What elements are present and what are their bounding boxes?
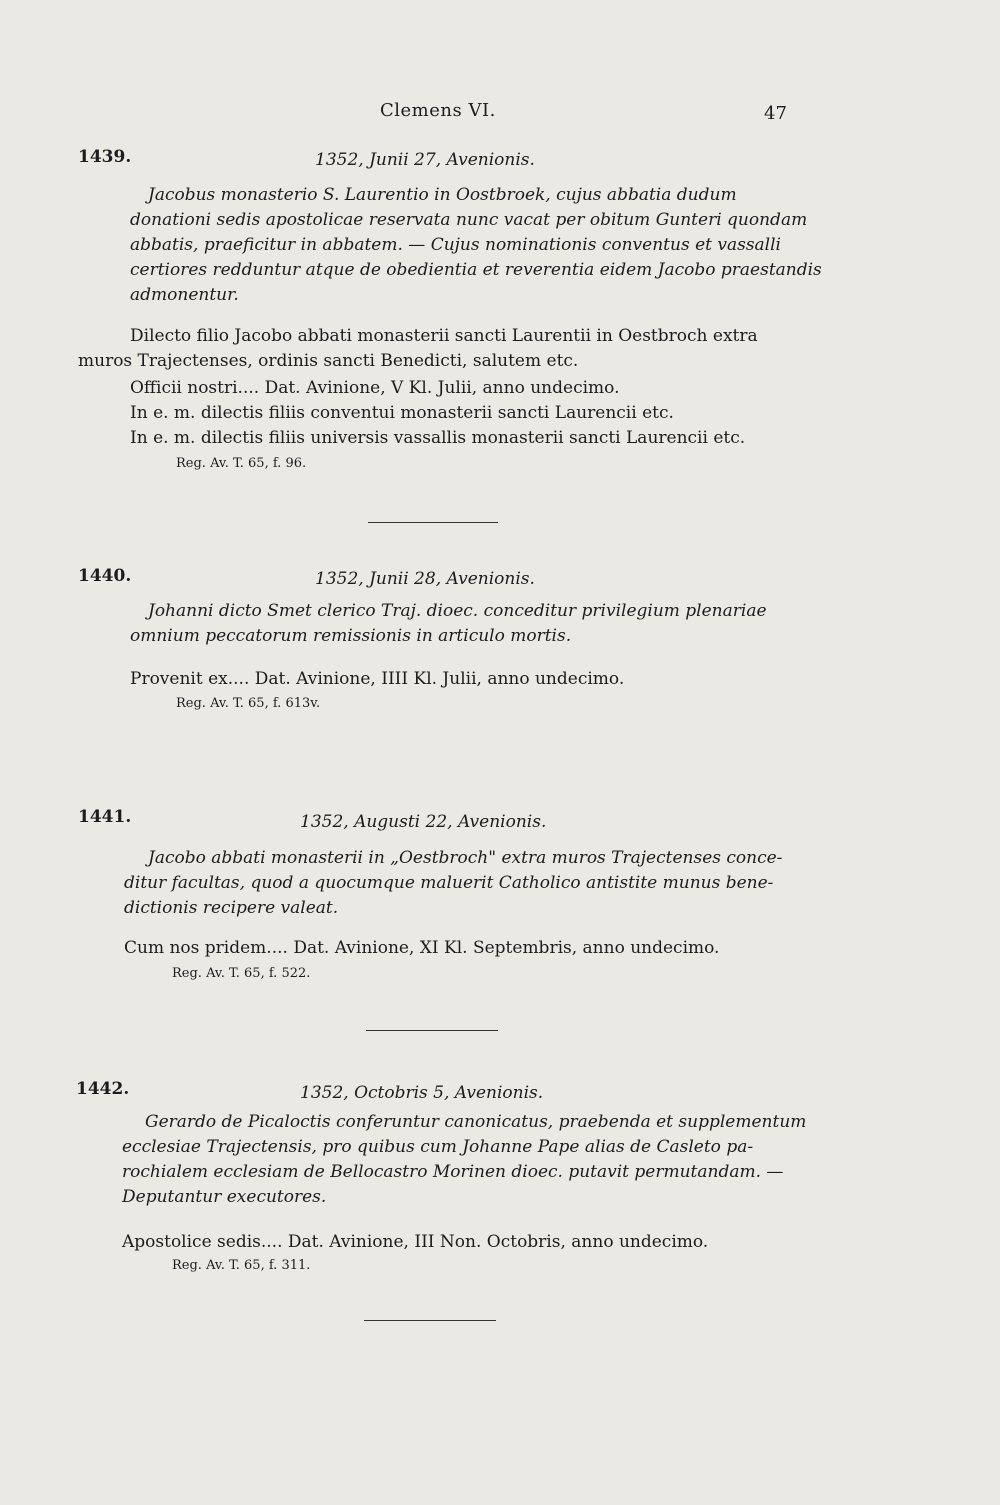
summary-line: certiores redduntur atque de obedientia et reverentia eidem Jacobo praestandis	[130, 260, 822, 280]
entry-date: 1352, Junii 27, Avenionis.	[315, 150, 535, 170]
summary-line: rochialem ecclesiam de Bellocastro Morinen dioec. putavit permutandam. —	[122, 1162, 784, 1182]
page-number: 47	[764, 103, 787, 124]
body-line: Provenit ex.... Dat. Avinione, IIII Kl. Julii, anno undecimo.	[130, 669, 625, 689]
body-line: Apostolice sedis.... Dat. Avinione, III Non. Octobris, anno undecimo.	[122, 1232, 709, 1252]
body-line: In e. m. dilectis filiis conventui monasterii sancti Laurencii etc.	[130, 403, 674, 423]
summary-line: dictionis recipere valeat.	[124, 898, 339, 918]
body-line: muros Trajectenses, ordinis sancti Benedicti, salutem etc.	[78, 351, 579, 371]
summary-line: abbatis, praeficitur in abbatem. — Cujus nominationis conventus et vassalli	[130, 235, 781, 255]
separator-rule	[364, 1320, 496, 1321]
entry-date: 1352, Augusti 22, Avenionis.	[300, 812, 547, 832]
summary-line: Jacobus monasterio S. Laurentio in Oostbroek, cujus abbatia dudum	[148, 185, 737, 205]
body-line: Officii nostri.... Dat. Avinione, V Kl. Julii, anno undecimo.	[130, 378, 620, 398]
body-line: Cum nos pridem.... Dat. Avinione, XI Kl. Septembris, anno undecimo.	[124, 938, 720, 958]
register-reference: Reg. Av. T. 65, f. 522.	[172, 966, 311, 981]
summary-line: donationi sedis apostolicae reservata nunc vacat per obitum Gunteri quondam	[130, 210, 808, 230]
register-reference: Reg. Av. T. 65, f. 613v.	[176, 696, 321, 711]
entry-number: 1440.	[78, 566, 132, 586]
summary-line: Gerardo de Picaloctis conferuntur canonicatus, praebenda et supplementum	[145, 1112, 807, 1132]
entry-number: 1439.	[78, 147, 132, 167]
summary-line: admonentur.	[130, 285, 239, 305]
summary-line: ditur facultas, quod a quocumque maluerit Catholico antistite munus bene-	[124, 873, 774, 893]
summary-line: omnium peccatorum remissionis in articulo mortis.	[130, 626, 572, 646]
entry-number: 1441.	[78, 807, 132, 827]
separator-rule	[366, 1030, 498, 1031]
summary-line: Deputantur executores.	[122, 1187, 327, 1207]
summary-line: Johanni dicto Smet clerico Traj. dioec. conceditur privilegium plenariae	[148, 601, 767, 621]
entry-date: 1352, Junii 28, Avenionis.	[315, 569, 535, 589]
summary-line: Jacobo abbati monasterii in „Oestbroch" extra muros Trajectenses conce-	[148, 848, 783, 868]
body-line: Dilecto filio Jacobo abbati monasterii sancti Laurentii in Oestbroch extra	[130, 326, 758, 346]
body-line: In e. m. dilectis filiis universis vassallis monasterii sancti Laurencii etc.	[130, 428, 746, 448]
separator-rule	[368, 522, 498, 523]
summary-line: ecclesiae Trajectensis, pro quibus cum Johanne Pape alias de Casleto pa-	[122, 1137, 754, 1157]
register-reference: Reg. Av. T. 65, f. 96.	[176, 456, 307, 471]
register-reference: Reg. Av. T. 65, f. 311.	[172, 1258, 311, 1273]
running-title: Clemens VI.	[380, 100, 496, 121]
entry-date: 1352, Octobris 5, Avenionis.	[300, 1083, 544, 1103]
entry-number: 1442.	[76, 1079, 130, 1099]
